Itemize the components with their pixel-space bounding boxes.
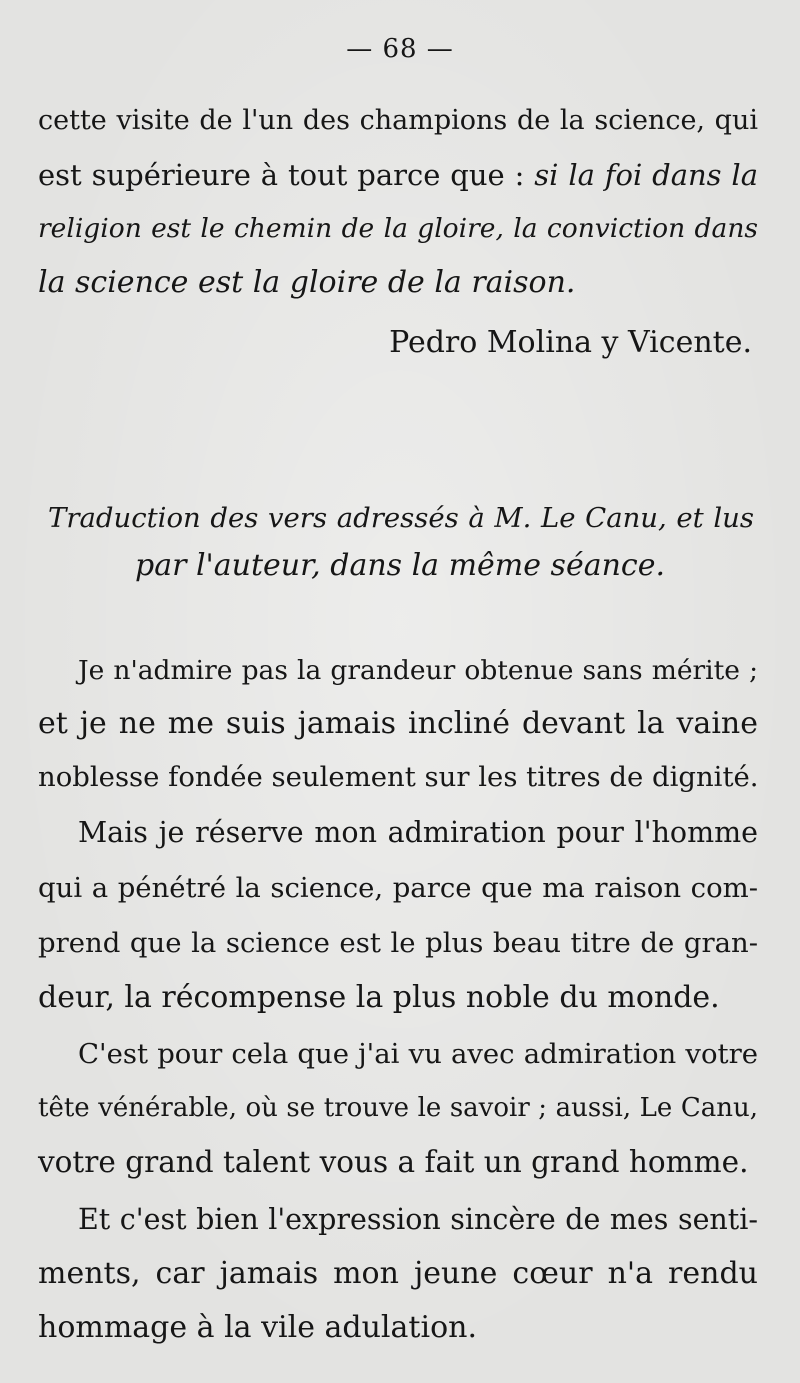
page-number: — 68 — xyxy=(346,34,454,64)
intro-line-4: la science est la gloire de la raison. xyxy=(38,265,576,300)
paragraph-2-line-4: deur, la récompense la plus noble du monde. xyxy=(38,980,720,1015)
paragraph-4-line-2: ments, car jamais mon jeune cœur n'a rendu xyxy=(38,1256,758,1291)
intro-line-3: religion est le chemin de la gloire, la conviction dans xyxy=(38,213,758,244)
section-heading-line-2: par l'auteur, dans la même séance. xyxy=(134,548,665,583)
paragraph-3-line-3: votre grand talent vous a fait un grand homme. xyxy=(38,1145,749,1179)
paragraph-1-line-3: noblesse fondée seulement sur les titres de dignité. xyxy=(38,761,759,793)
intro-line-2-plain: est supérieure à tout parce que : xyxy=(38,158,535,192)
paragraph-2-line-2: qui a pénétré la science, parce que ma raison com- xyxy=(38,872,758,904)
signature: Pedro Molina y Vicente. xyxy=(389,325,752,360)
section-heading-line-1: Traduction des vers adressés à M. Le Canu, et lus xyxy=(48,502,754,534)
paragraph-4-line-1: Et c'est bien l'expression sincère de mes senti- xyxy=(78,1203,758,1236)
paragraph-2-line-1: Mais je réserve mon admiration pour l'homme xyxy=(78,816,758,849)
paragraph-4-line-3: hommage à la vile adulation. xyxy=(38,1310,477,1345)
paragraph-1-line-2: et je ne me suis jamais incliné devant la vaine xyxy=(38,706,758,741)
paragraph-3-line-2: tête vénérable, où se trouve le savoir ; aussi, Le Canu, xyxy=(38,1093,758,1123)
intro-line-2 xyxy=(38,153,758,197)
intro-line-1: cette visite de l'un des champions de la science, qui xyxy=(38,105,758,136)
paragraph-3-line-1: C'est pour cela que j'ai vu avec admiration votre xyxy=(78,1038,758,1070)
paragraph-2-line-3: prend que la science est le plus beau titre de gran- xyxy=(38,927,758,959)
paragraph-1-line-1: Je n'admire pas la grandeur obtenue sans mérite ; xyxy=(78,655,758,686)
intro-line-2-italic: si la foi dans la xyxy=(534,158,758,192)
